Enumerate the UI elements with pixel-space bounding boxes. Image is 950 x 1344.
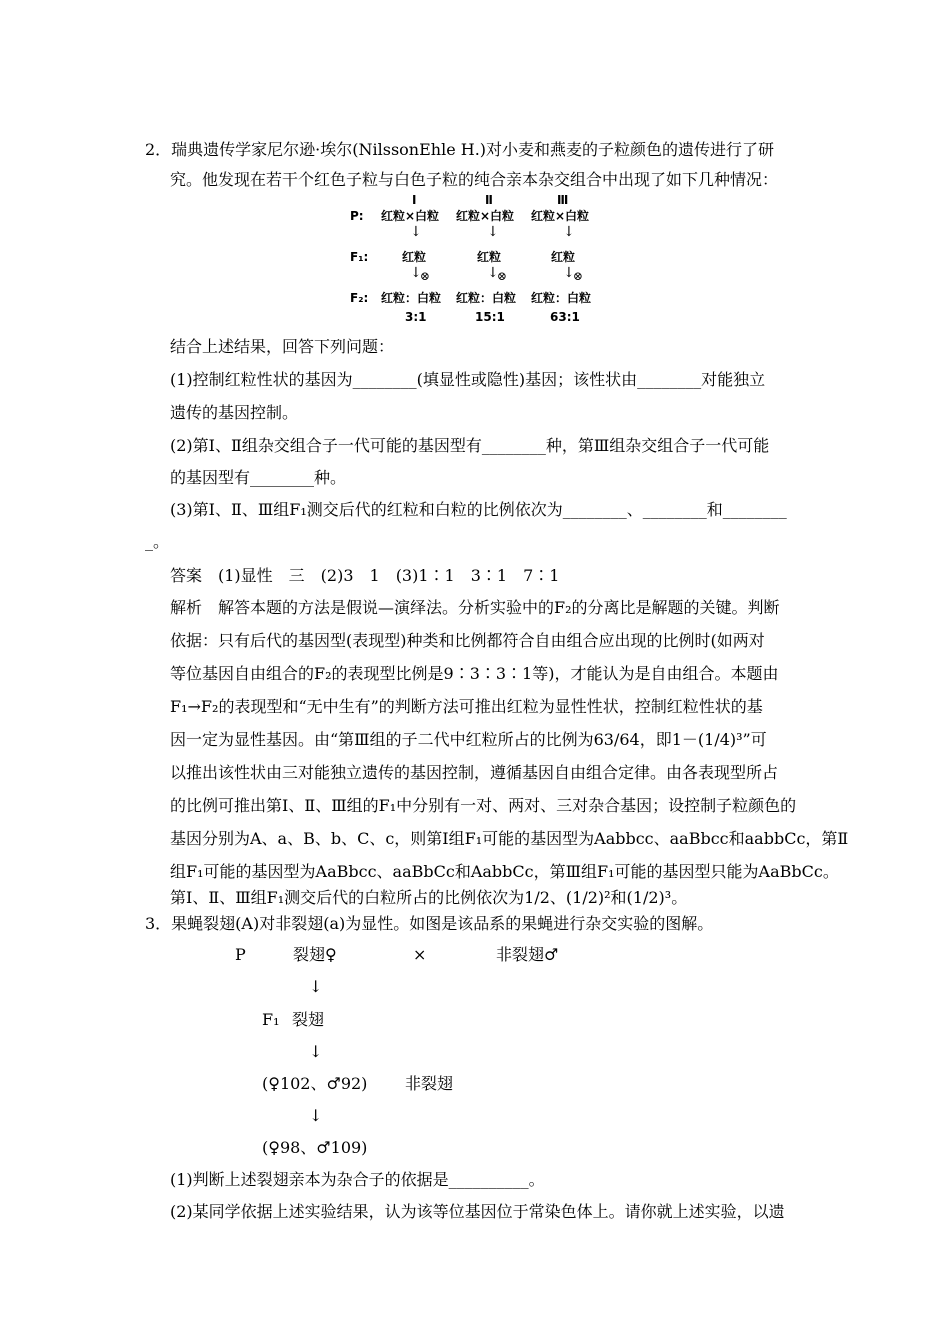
arrow-down-icon: ↓ [563, 224, 575, 240]
ratio-3: 63:1 [550, 310, 580, 324]
ratio-2: 15:1 [475, 310, 505, 324]
analysis-line: F₁→F₂的表现型和“无中生有”的判断方法可推出红粒为显性性状，控制红粒性状的基 [170, 697, 763, 716]
q2-line2: 究。他发现在若干个红色子粒与白色子粒的纯合亲本杂交组合中出现了如下几种情况： [170, 170, 779, 189]
arrow-down-icon: ↓ [410, 265, 422, 281]
cross-symbol: × [413, 945, 427, 964]
male-parent: 非裂翅♂ [496, 945, 559, 964]
f1-result-3: 红粒 [551, 250, 576, 264]
q3-line1: 3．果蝇裂翅(A)对非裂翅(a)为显性。如图是该品系的果蝇进行杂交实验的图解。 [145, 914, 714, 933]
q2-sub2-b: 的基因型有________种。 [170, 468, 347, 487]
f1-label: F₁: [350, 250, 369, 264]
q2-intro: 结合上述结果，回答下列问题： [170, 337, 395, 356]
analysis-line: 以推出该性状由三对能独立遗传的基因控制，遵循基因自由组合定律。由各表现型所占 [170, 763, 779, 782]
arrow-down-icon: ↓ [309, 1042, 323, 1061]
ratio-1: 3:1 [405, 310, 427, 324]
group-label-2: Ⅱ [485, 193, 493, 207]
f1-label: F₁ [262, 1010, 280, 1029]
analysis-line: 基因分别为A、a、B、b、C、c，则第Ⅰ组F₁可能的基因型为Aabbcc、aaBbcc和aabbCc，第Ⅱ [170, 829, 849, 848]
arrow-down-icon: ↓ [487, 265, 499, 281]
f2-result-2: 红粒：白粒 [456, 291, 517, 305]
f2-label: F₂: [350, 291, 369, 305]
f2-result-1: 红粒：白粒 [381, 291, 442, 305]
female-parent: 裂翅♀ [293, 945, 337, 964]
arrow-down-icon: ↓ [487, 224, 499, 240]
q2-sub2-a: (2)第Ⅰ、Ⅱ组杂交组合子一代可能的基因型有________种，第Ⅲ组杂交组合子一代可能 [170, 436, 770, 455]
q2-sub1-a: (1)控制红粒性状的基因为________(填显性或隐性)基因；该性状由________对能独立 [170, 370, 766, 389]
group-label-3: Ⅲ [557, 193, 569, 207]
self-cross-symbol: ⊗ [497, 269, 508, 283]
q3-sub2: (2)某同学依据上述实验结果，认为该等位基因位于常染色体上。请你就上述实验，以遗 [170, 1202, 785, 1221]
arrow-down-icon: ↓ [410, 224, 422, 240]
q2-sub3-b: _。 [145, 532, 170, 551]
analysis-line: 依据：只有后代的基因型(表现型)种类和比例都符合自由组合应出现的比例时(如两对 [170, 631, 765, 650]
f1-result-2: 红粒 [477, 250, 502, 264]
analysis-line: 组F₁可能的基因型为AaBbcc、aaBbCc和AabbCc，第Ⅲ组F₁可能的基因型只能为AaBbCc。 [170, 862, 839, 881]
q2-line1: 2．瑞典遗传学家尼尔逊·埃尔(NilssonEhle H.)对小麦和燕麦的子粒颜色的遗传进行了研 [145, 140, 775, 159]
p-cross-2: 红粒×白粒 [456, 209, 515, 223]
f1-value: 裂翅 [292, 1010, 325, 1029]
q2-answer: 答案 (1)显性 三 (2)3 1 (3)1∶1 3∶1 7∶1 [170, 566, 560, 585]
analysis-line: 解析 解答本题的方法是假说—演绎法。分析实验中的F₂的分离比是解题的关键。判断 [170, 598, 780, 617]
self-cross-symbol: ⊗ [420, 269, 431, 283]
q3-sub1: (1)判断上述裂翅亲本为杂合子的依据是__________。 [170, 1170, 545, 1189]
group-label-1: Ⅰ [412, 193, 417, 207]
f2-result-3: 红粒：白粒 [531, 291, 592, 305]
f1-offspring-counts: (♀102、♂92) [262, 1074, 368, 1093]
analysis-line: 的比例可推出第Ⅰ、Ⅱ、Ⅲ组的F₁中分别有一对、两对、三对杂合基因；设控制子粒颜色的 [170, 796, 797, 815]
p-cross-3: 红粒×白粒 [531, 209, 590, 223]
analysis-line: 等位基因自由组合的F₂的表现型比例是9∶3∶3∶1等)，才能认为是自由组合。本题由 [170, 664, 779, 683]
p-label: P: [350, 209, 364, 223]
analysis-line: 第Ⅰ、Ⅱ、Ⅲ组F₁测交后代的白粒所占的比例依次为1/2、(1/2)²和(1/2)³。 [170, 888, 688, 907]
arrow-down-icon: ↓ [309, 1106, 323, 1125]
p-cross-1: 红粒×白粒 [381, 209, 440, 223]
q2-sub3-a: (3)第Ⅰ、Ⅱ、Ⅲ组F₁测交后代的红粒和白粒的比例依次为________、________和________ [170, 500, 787, 519]
p-generation-label: P [235, 945, 246, 964]
next-offspring-counts: (♀98、♂109) [262, 1138, 368, 1157]
q2-sub1-b: 遗传的基因控制。 [170, 403, 299, 422]
arrow-down-icon: ↓ [563, 265, 575, 281]
arrow-down-icon: ↓ [309, 977, 323, 996]
non-split-wing-mate: 非裂翅 [405, 1074, 454, 1093]
f1-result-1: 红粒 [402, 250, 427, 264]
self-cross-symbol: ⊗ [573, 269, 584, 283]
analysis-line: 因一定为显性基因。由“第Ⅲ组的子二代中红粒所占的比例为63/64，即1－(1/4)³”可 [170, 730, 767, 749]
